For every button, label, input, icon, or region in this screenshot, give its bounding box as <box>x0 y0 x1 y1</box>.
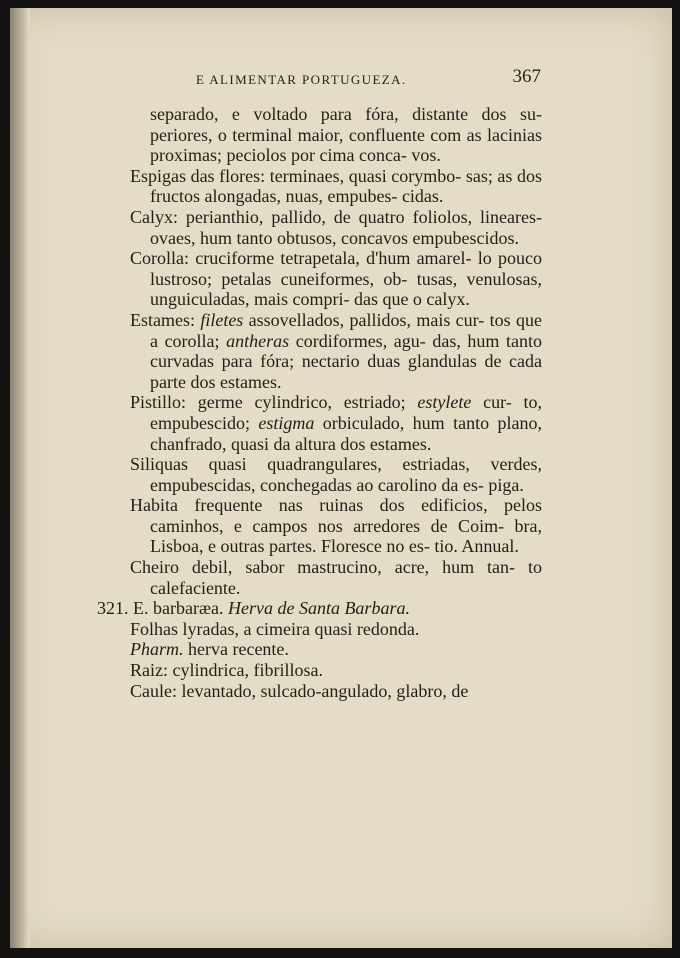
text-line: duas glandulas de cada parte dos estames. <box>150 351 543 392</box>
text-line: das, hum tanto curvadas para fóra; nectario <box>150 330 543 372</box>
text-line: empubescidas, conchegadas ao carolino da es- <box>150 474 484 495</box>
species-entry <box>97 598 542 619</box>
text-line: tusas, venulosas, unguiculadas, mais compri- <box>150 268 542 310</box>
text-line: cur- <box>471 392 512 413</box>
text-line: tos que a corolla; <box>150 309 542 351</box>
text-line: Estames: <box>130 309 201 330</box>
text-line: assovellados, pallidos, mais cur- <box>243 309 485 330</box>
text-paragraph <box>97 104 542 166</box>
text-paragraph <box>97 557 542 598</box>
text-line: empubescidos. <box>412 227 519 248</box>
page-gutter <box>10 8 30 948</box>
text-line: cordiformes, agu- <box>289 330 426 351</box>
species-common-name: Herva de Santa Barbara. <box>227 598 410 619</box>
text-line: Raiz: cylindrica, fibrillosa. <box>130 660 323 681</box>
text-line: Cheiro debil, sabor mastrucino, acre, hum tan- <box>130 557 516 578</box>
text-paragraph <box>97 619 542 640</box>
text-line: tio. Annual. <box>434 536 519 557</box>
text-paragraph <box>97 392 542 454</box>
text-line: to calefaciente. <box>150 557 543 598</box>
page-number: 367 <box>512 66 541 87</box>
text-line: estames. <box>369 433 432 454</box>
text-line: piga. <box>488 474 524 495</box>
text-line: lo pouco lustroso; petalas cuneiformes, ob- <box>150 248 542 289</box>
text-paragraph <box>97 454 542 495</box>
page-body <box>97 104 542 701</box>
text-paragraph <box>97 248 542 310</box>
text-line: periores, o terminal maior, confluente com as <box>150 124 482 145</box>
text-paragraph <box>97 310 542 392</box>
text-line: Corolla: cruciforme tetrapetala, d'hum amarel- <box>130 248 472 269</box>
text-line: caminhos, e campos nos arredores de Coim- <box>150 515 505 536</box>
text-paragraph <box>97 639 542 660</box>
running-header <box>196 66 541 88</box>
italic-term: antheras <box>226 330 290 351</box>
text-line: Habita frequente nas ruinas dos edificios, pelos <box>130 495 542 516</box>
italic-term: estylete <box>417 392 472 413</box>
text-line: lineares-ovaes, hum tanto obtusos, concavos <box>150 206 542 248</box>
species-heading: 321. E. barbaræa. <box>97 598 228 619</box>
text-line: vos. <box>411 145 441 166</box>
text-line: Pistillo: germe cylindrico, estriado; <box>130 392 418 413</box>
book-page <box>10 8 672 948</box>
text-line: sas; as dos fructos alongadas, nuas, empubes- <box>150 165 543 207</box>
running-title: E ALIMENTAR PORTUGUEZA. <box>196 72 407 87</box>
text-line: Folhas lyradas, a cimeira quasi redonda. <box>130 618 420 639</box>
text-line: cidas. <box>401 186 444 207</box>
text-line: Caule: levantado, sulcado-angulado, glabro, de <box>130 680 469 701</box>
text-line: das que o calyx. <box>353 289 470 310</box>
text-paragraph <box>97 681 542 702</box>
italic-term: filetes <box>200 309 244 330</box>
text-paragraph <box>97 166 542 207</box>
text-line: herva recente. <box>183 639 289 660</box>
italic-term: estigma <box>258 412 315 433</box>
text-line: orbiculado, hum <box>314 412 445 433</box>
text-line: Calyx: perianthio, pallido, de quatro foliolos, <box>130 206 473 227</box>
text-paragraph <box>97 495 542 557</box>
text-line: to, empubescido; <box>150 392 543 433</box>
italic-term: Pharm. <box>130 639 184 660</box>
text-line: bra, Lisboa, e outras partes. Floresce no es- <box>150 515 542 557</box>
text-line: separado, e voltado para fóra, distante dos su- <box>150 104 542 124</box>
text-line: lacinias proximas; peciolos por cima conca- <box>150 124 542 166</box>
text-line: Siliquas quasi quadrangulares, estriadas, verdes, <box>130 454 542 475</box>
text-paragraph <box>97 207 542 248</box>
text-line: Espigas das flores: terminaes, quasi corymbo- <box>130 165 462 186</box>
text-paragraph <box>97 660 542 681</box>
text-line: tanto plano, chanfrado, quasi da altura dos <box>150 412 543 454</box>
